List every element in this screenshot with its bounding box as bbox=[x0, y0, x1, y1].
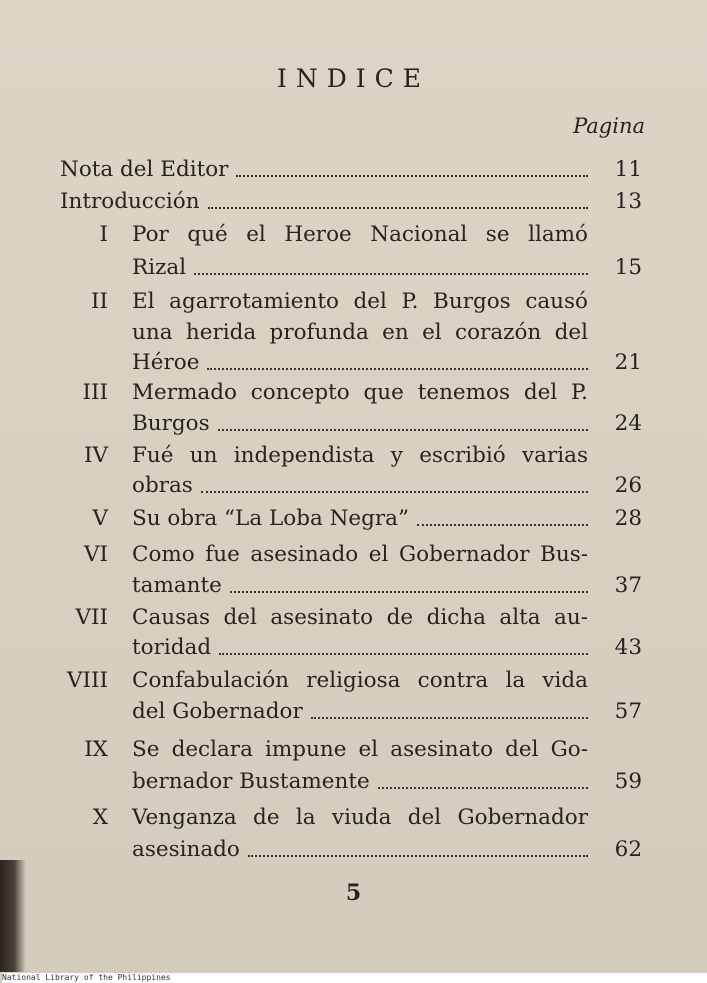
toc-entry-line bbox=[132, 466, 642, 500]
chapter-number: III bbox=[82, 380, 108, 405]
dot-leader bbox=[378, 787, 588, 789]
toc-entry-title: Venganza de la viuda del Gobernador bbox=[132, 805, 588, 830]
toc-entry-title: Por qué el Heroe Nacional se llamó bbox=[132, 222, 588, 247]
dot-leader bbox=[417, 524, 588, 526]
toc-entry-line bbox=[132, 404, 642, 438]
toc-entry-title: Como fue asesinado el Gobernador Bus- bbox=[132, 542, 588, 567]
chapter-number: V bbox=[92, 506, 108, 531]
toc-entry-line bbox=[132, 628, 642, 662]
toc-entry-title: Su obra “La Loba Negra” bbox=[132, 506, 409, 531]
dot-leader bbox=[311, 717, 588, 719]
page-number: 5 bbox=[345, 880, 362, 906]
toc-entry-title: del Gobernador bbox=[132, 699, 303, 724]
toc-entry-line bbox=[132, 830, 642, 864]
index-heading: INDICE bbox=[276, 64, 431, 93]
dot-leader bbox=[194, 273, 588, 275]
toc-entry-title: Burgos bbox=[132, 411, 210, 436]
toc-page-number: 57 bbox=[614, 699, 642, 724]
chapter-number: IV bbox=[83, 443, 108, 468]
chapter-number: IX bbox=[84, 737, 108, 762]
dot-leader bbox=[208, 207, 588, 209]
toc-entry-line bbox=[132, 248, 642, 282]
toc-entry-line bbox=[132, 692, 642, 726]
chapter-number: II bbox=[91, 289, 108, 314]
toc-page-number: 15 bbox=[614, 255, 642, 280]
toc-entry-title: Introducción bbox=[60, 189, 200, 214]
toc-page-number: 24 bbox=[614, 411, 642, 436]
dot-leader bbox=[219, 653, 588, 655]
toc-entry-title: bernador Bustamente bbox=[132, 769, 370, 794]
toc-page-number: 62 bbox=[614, 837, 642, 862]
toc-entry-line bbox=[60, 150, 642, 184]
toc-page-number: 11 bbox=[614, 157, 642, 182]
toc-page-number: 26 bbox=[614, 473, 642, 498]
toc-entry-title: Nota del Editor bbox=[60, 157, 229, 182]
toc-entry-title: toridad bbox=[132, 635, 212, 660]
toc-entry-title: Causas del asesinato de dicha alta au- bbox=[132, 605, 588, 630]
dot-leader bbox=[207, 368, 588, 370]
toc-entry-line bbox=[132, 762, 642, 796]
toc-entry-title: Mermado concepto que tenemos del P. bbox=[132, 380, 588, 405]
dot-leader bbox=[236, 175, 588, 177]
toc-entry-title: Rizal bbox=[132, 255, 187, 280]
toc-page-number: 43 bbox=[614, 635, 642, 660]
toc-entry-title: una herida profunda en el corazón del bbox=[132, 320, 588, 345]
toc-entry-line bbox=[132, 343, 642, 377]
toc-page-number: 21 bbox=[614, 350, 642, 375]
page-column-label: Pagina bbox=[573, 114, 645, 138]
chapter-number: VII bbox=[75, 605, 108, 630]
toc-entry-title: tamante bbox=[132, 573, 222, 598]
toc-page-number: 13 bbox=[614, 189, 642, 214]
toc-entry-title: Se declara impune el asesinato del Go- bbox=[132, 737, 588, 762]
toc-page-number: 28 bbox=[614, 506, 642, 531]
toc-entry-line bbox=[132, 566, 642, 600]
chapter-number: VI bbox=[83, 542, 108, 567]
toc-entry-title: obras bbox=[132, 473, 193, 498]
library-credit: National Library of the Philippines bbox=[2, 973, 707, 983]
chapter-number: X bbox=[92, 805, 108, 830]
chapter-number: I bbox=[99, 222, 108, 247]
toc-entry-line bbox=[60, 182, 642, 216]
dot-leader bbox=[201, 491, 588, 493]
dot-leader bbox=[218, 429, 588, 431]
toc-entry-title: El agarrotamiento del P. Burgos causó bbox=[132, 289, 588, 314]
dot-leader bbox=[248, 855, 588, 857]
dot-leader bbox=[230, 591, 588, 593]
chapter-number: VIII bbox=[66, 668, 108, 693]
toc-entry-title: Héroe bbox=[132, 350, 200, 375]
toc-entry-title: Fué un independista y escribió varias bbox=[132, 443, 588, 468]
toc-page-number: 37 bbox=[614, 573, 642, 598]
toc-entry-title: asesinado bbox=[132, 837, 240, 862]
toc-entry-line bbox=[132, 499, 642, 533]
toc-entry-title: Confabulación religiosa contra la vida bbox=[132, 668, 588, 693]
toc-page-number: 59 bbox=[614, 769, 642, 794]
